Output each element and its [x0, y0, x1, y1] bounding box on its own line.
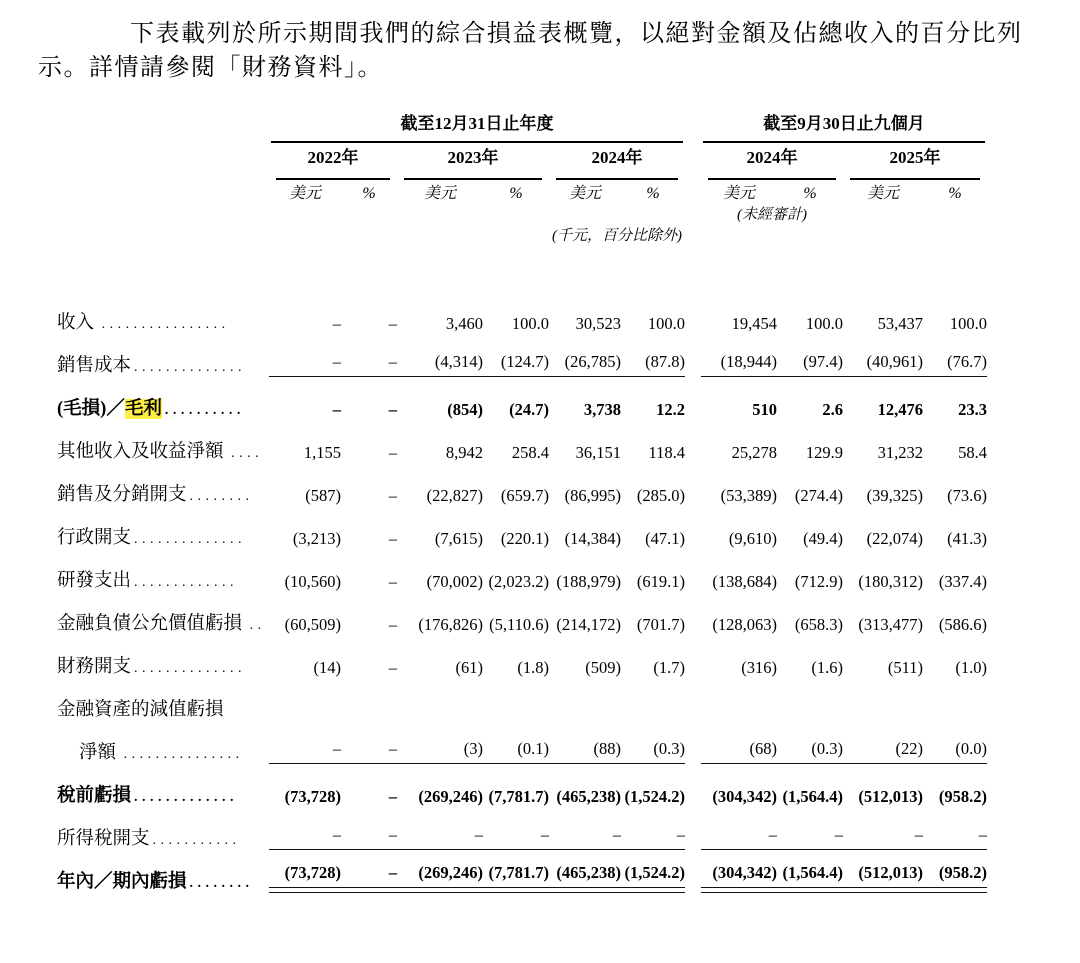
leader-dots: ........	[189, 876, 254, 892]
row-label	[57, 549, 269, 592]
cell-value: –	[701, 807, 777, 850]
cell-value: 31,232	[877, 443, 923, 463]
cell-value: (86,995)	[564, 486, 621, 506]
column-gap	[685, 463, 701, 506]
unaudited-note: (未經審計)	[737, 207, 807, 224]
cell-value: –	[388, 486, 397, 506]
cell-value: –	[269, 334, 341, 377]
year-2022: 2022年	[269, 143, 397, 180]
cell-value: (41.3)	[947, 529, 987, 549]
cell-value	[341, 678, 397, 721]
cell-value: (511)	[887, 658, 923, 678]
cell-value: (958.2)	[923, 850, 987, 893]
double-rule-line	[549, 887, 621, 893]
cell-value: (2,023.2)	[488, 572, 549, 592]
cell-value: 23.3	[958, 400, 987, 420]
cell-value	[621, 678, 685, 721]
row-label-text: 研發支出	[57, 571, 132, 592]
leader-dots: ........	[189, 489, 254, 505]
cell-value: (1.8)	[517, 658, 549, 678]
cell-value	[549, 678, 621, 721]
cell-value: (188,979)	[556, 572, 621, 592]
cell-value: (619.1)	[636, 572, 685, 592]
row-label-text: 行政開支	[57, 528, 132, 549]
cell-value: 12.2	[656, 400, 685, 420]
row-label	[57, 334, 269, 377]
cell-value: –	[332, 400, 341, 420]
column-gap	[685, 334, 701, 377]
row-label	[57, 291, 269, 334]
cell-value: 510	[752, 400, 777, 420]
table-row	[57, 721, 987, 764]
cell-value: (465,238)	[549, 850, 621, 893]
table-row	[57, 549, 987, 592]
cell-value: (509)	[585, 658, 621, 678]
cell-value: 19,454	[731, 314, 777, 334]
unit-usd: 美元	[722, 185, 755, 203]
cell-value: (76.7)	[923, 334, 987, 377]
cell-value: 100.0	[949, 314, 987, 334]
cell-value: (60,509)	[284, 615, 341, 635]
column-gap	[685, 807, 701, 850]
cell-value: (1,564.4)	[777, 850, 843, 893]
cell-value: (70,002)	[426, 572, 483, 592]
cell-value: 8,942	[445, 443, 483, 463]
cell-value: 25,278	[731, 443, 777, 463]
row-label	[57, 807, 269, 850]
cell-value: (659.7)	[500, 486, 549, 506]
cell-value: (87.8)	[621, 334, 685, 377]
cell-value: –	[341, 850, 397, 893]
cell-value: (53,389)	[720, 486, 777, 506]
column-gap	[685, 420, 701, 463]
year-2024-9m: 2024年	[701, 143, 843, 180]
cell-value	[843, 678, 923, 721]
cell-value: (701.7)	[636, 615, 685, 635]
cell-value: (658.3)	[794, 615, 843, 635]
cell-value: (0.3)	[777, 721, 843, 764]
cell-value: (0.1)	[483, 721, 549, 764]
cell-value: –	[341, 334, 397, 377]
cell-value: (73,728)	[284, 787, 341, 807]
cell-value: (304,342)	[701, 850, 777, 893]
unit-pct: %	[362, 185, 376, 203]
column-gap	[685, 635, 701, 678]
cell-value	[397, 678, 483, 721]
table-row	[57, 764, 987, 807]
leader-dots: ..........	[164, 403, 245, 419]
cell-value	[701, 678, 777, 721]
cell-value: (1.6)	[811, 658, 843, 678]
cell-value: (7,781.7)	[483, 850, 549, 893]
cell-value	[777, 678, 843, 721]
row-label	[57, 506, 269, 549]
cell-value: (304,342)	[712, 787, 777, 807]
cell-value: –	[397, 807, 483, 850]
year-2025: 2025年	[843, 143, 987, 180]
cell-value: –	[777, 807, 843, 850]
unit-pct: %	[803, 185, 817, 203]
leader-dots: ...........	[152, 833, 241, 849]
unit-usd: 美元	[568, 185, 601, 203]
leader-dots: ..	[249, 618, 266, 634]
cell-value: (22,827)	[426, 486, 483, 506]
cell-value: 3,460	[445, 314, 483, 334]
table-row	[57, 807, 987, 850]
cell-value: (138,684)	[712, 572, 777, 592]
cell-value: (10,560)	[284, 572, 341, 592]
leader-dots: ...............	[123, 747, 244, 763]
pnl-summary-table	[57, 109, 987, 893]
leader-dots: ..............	[134, 532, 247, 548]
cell-value: (274.4)	[794, 486, 843, 506]
double-rule-line	[701, 887, 777, 893]
year-2024: 2024年	[549, 143, 685, 180]
row-label-text: 淨額	[79, 743, 121, 764]
row-label-text: (毛損)／	[57, 399, 125, 420]
unit-pct: %	[646, 185, 660, 203]
double-rule-line	[483, 887, 549, 893]
cell-value: –	[269, 721, 341, 764]
cell-value: (465,238)	[556, 787, 621, 807]
cell-value: (61)	[455, 658, 483, 678]
row-label	[57, 850, 269, 893]
cell-value: 53,437	[877, 314, 923, 334]
cell-value: 1,155	[303, 443, 341, 463]
cell-value: –	[388, 400, 397, 420]
group-nine-months-label: 截至9月30日止九個月	[703, 109, 985, 143]
unit-pct: %	[509, 185, 523, 203]
cell-value: (214,172)	[556, 615, 621, 635]
row-label-text: 銷售成本	[57, 356, 132, 377]
group-annual	[269, 109, 685, 143]
cell-value: (512,013)	[843, 850, 923, 893]
row-label	[57, 635, 269, 678]
cell-value: (1,524.2)	[621, 850, 685, 893]
cell-value: (176,826)	[418, 615, 483, 635]
cell-value: (0.3)	[621, 721, 685, 764]
cell-value: 100.0	[805, 314, 843, 334]
row-label	[57, 678, 269, 721]
double-rule-line	[923, 887, 987, 893]
cell-value: 100.0	[511, 314, 549, 334]
cell-value: –	[269, 807, 341, 850]
cell-value: (22)	[843, 721, 923, 764]
cell-value: (958.2)	[938, 787, 987, 807]
double-rule-line	[341, 887, 397, 893]
double-rule-line	[777, 887, 843, 893]
cell-value: (712.9)	[794, 572, 843, 592]
label-col-header	[57, 109, 269, 143]
leader-dots: ..............	[134, 661, 247, 677]
group-annual-label: 截至12月31日止年度	[271, 109, 683, 143]
cell-value: (49.4)	[803, 529, 843, 549]
cell-value: (24.7)	[509, 400, 549, 420]
cell-value: (124.7)	[483, 334, 549, 377]
cell-value: –	[483, 807, 549, 850]
column-gap	[685, 291, 701, 334]
cell-value: 36,151	[575, 443, 621, 463]
cell-value: 258.4	[511, 443, 549, 463]
cell-value: (1,524.2)	[624, 787, 685, 807]
cell-value	[269, 678, 341, 721]
leader-dots: .............	[134, 790, 239, 806]
cell-value: (14,384)	[564, 529, 621, 549]
cell-value: 2.6	[822, 400, 843, 420]
cell-value: 129.9	[805, 443, 843, 463]
group-header-row	[57, 109, 987, 143]
cell-value: (7,781.7)	[488, 787, 549, 807]
table-row	[57, 850, 987, 893]
unit-usd: 美元	[423, 185, 456, 203]
column-gap	[685, 850, 701, 893]
table-row	[57, 420, 987, 463]
cell-value: (39,325)	[866, 486, 923, 506]
cell-value: (316)	[741, 658, 777, 678]
cell-value: 118.4	[648, 443, 685, 463]
unit-header-row	[57, 180, 987, 203]
cell-value: (68)	[701, 721, 777, 764]
unit-usd: 美元	[288, 185, 321, 203]
row-label-text: 稅前虧損	[57, 786, 132, 807]
table-row	[57, 463, 987, 506]
cell-value: 12,476	[877, 400, 923, 420]
intro-paragraph: 下表載列於所示期間我們的綜合損益表概覽，以絕對金額及佔總收入的百分比列示。詳情請參閱「財務資料」。	[38, 21, 1023, 82]
cell-value: (14)	[313, 658, 341, 678]
cell-value: –	[621, 807, 685, 850]
cell-value: (269,246)	[397, 850, 483, 893]
table-row	[57, 592, 987, 635]
cell-value: (587)	[305, 486, 341, 506]
cell-value: (97.4)	[777, 334, 843, 377]
row-label-text: 年內／期內虧損	[57, 872, 187, 893]
table-row	[57, 377, 987, 420]
cell-value: (1.7)	[653, 658, 685, 678]
group-gap	[685, 109, 701, 143]
cell-value: 30,523	[575, 314, 621, 334]
table-row	[57, 678, 987, 721]
pnl-table-body	[57, 245, 987, 893]
leader-dots: ....	[231, 446, 264, 462]
row-label-text: 金融負債公允價值虧損	[57, 614, 247, 635]
unaudited-row	[57, 203, 987, 224]
unit-pct: %	[948, 185, 962, 203]
cell-value: –	[388, 314, 397, 334]
cell-value: –	[388, 443, 397, 463]
cell-value: (854)	[447, 400, 483, 420]
row-label	[57, 592, 269, 635]
cell-value: (4,314)	[397, 334, 483, 377]
cell-value: (40,961)	[843, 334, 923, 377]
cell-value: (3,213)	[292, 529, 341, 549]
units-note-row	[57, 224, 987, 245]
cell-value: –	[923, 807, 987, 850]
double-rule-line	[269, 887, 341, 893]
cell-value: (313,477)	[858, 615, 923, 635]
column-gap	[685, 764, 701, 807]
cell-value: (7,615)	[434, 529, 483, 549]
cell-value: 58.4	[958, 443, 987, 463]
cell-value: (220.1)	[500, 529, 549, 549]
cell-value	[483, 678, 549, 721]
leader-dots: ................	[101, 317, 230, 333]
cell-value: (285.0)	[636, 486, 685, 506]
cell-value: (3)	[397, 721, 483, 764]
spacer-row	[57, 245, 987, 291]
row-label	[57, 420, 269, 463]
cell-value	[923, 678, 987, 721]
cell-value: (337.4)	[938, 572, 987, 592]
column-gap	[685, 592, 701, 635]
row-label-text: 所得稅開支	[57, 829, 150, 850]
cell-value: (73,728)	[269, 850, 341, 893]
row-label-text: 銷售及分銷開支	[57, 485, 187, 506]
leader-dots: ..............	[134, 360, 247, 376]
year-2023: 2023年	[397, 143, 549, 180]
units-note: (千元，百分比除外)	[552, 228, 682, 245]
cell-value: (47.1)	[645, 529, 685, 549]
column-gap	[685, 506, 701, 549]
cell-value: –	[341, 721, 397, 764]
cell-value: (1.0)	[955, 658, 987, 678]
cell-value: (18,944)	[701, 334, 777, 377]
row-label-text: 其他收入及收益淨額	[57, 442, 229, 463]
cell-value: –	[388, 615, 397, 635]
cell-value: (26,785)	[549, 334, 621, 377]
cell-value: –	[388, 572, 397, 592]
double-rule-line	[843, 887, 923, 893]
cell-value: –	[332, 314, 341, 334]
double-rule-line	[621, 887, 685, 893]
cell-value: –	[388, 529, 397, 549]
column-gap	[685, 721, 701, 764]
cell-value: (9,610)	[728, 529, 777, 549]
leader-dots: .............	[134, 575, 239, 591]
cell-value: 100.0	[647, 314, 685, 334]
cell-value: (586.6)	[938, 615, 987, 635]
cell-value: –	[341, 807, 397, 850]
year-header-row	[57, 143, 987, 180]
cell-value: (73.6)	[947, 486, 987, 506]
cell-value: –	[388, 658, 397, 678]
column-gap	[685, 678, 701, 721]
table-row	[57, 635, 987, 678]
table-row	[57, 506, 987, 549]
cell-value: (5,110.6)	[489, 615, 549, 635]
column-gap	[685, 377, 701, 420]
row-label	[57, 764, 269, 807]
cell-value: (0.0)	[923, 721, 987, 764]
row-label	[57, 463, 269, 506]
table-row	[57, 291, 987, 334]
row-label-text: 收入	[57, 313, 99, 334]
cell-value: 3,738	[583, 400, 621, 420]
cell-value: (22,074)	[866, 529, 923, 549]
table-row	[57, 334, 987, 377]
row-label-text: 財務開支	[57, 657, 132, 678]
double-rule-line	[397, 887, 483, 893]
group-nine-months	[701, 109, 987, 143]
row-label-text: 金融資產的減值虧損	[57, 700, 224, 721]
cell-value: –	[843, 807, 923, 850]
row-label	[57, 721, 269, 764]
cell-value: (88)	[549, 721, 621, 764]
cell-value: –	[549, 807, 621, 850]
column-gap	[685, 549, 701, 592]
cell-value: –	[388, 787, 397, 807]
row-label	[57, 377, 269, 420]
highlighted-text: 毛利	[124, 399, 162, 420]
cell-value: (512,013)	[858, 787, 923, 807]
cell-value: (269,246)	[418, 787, 483, 807]
cell-value: (128,063)	[712, 615, 777, 635]
cell-value: (180,312)	[858, 572, 923, 592]
unit-usd: 美元	[866, 185, 899, 203]
cell-value: (1,564.4)	[782, 787, 843, 807]
